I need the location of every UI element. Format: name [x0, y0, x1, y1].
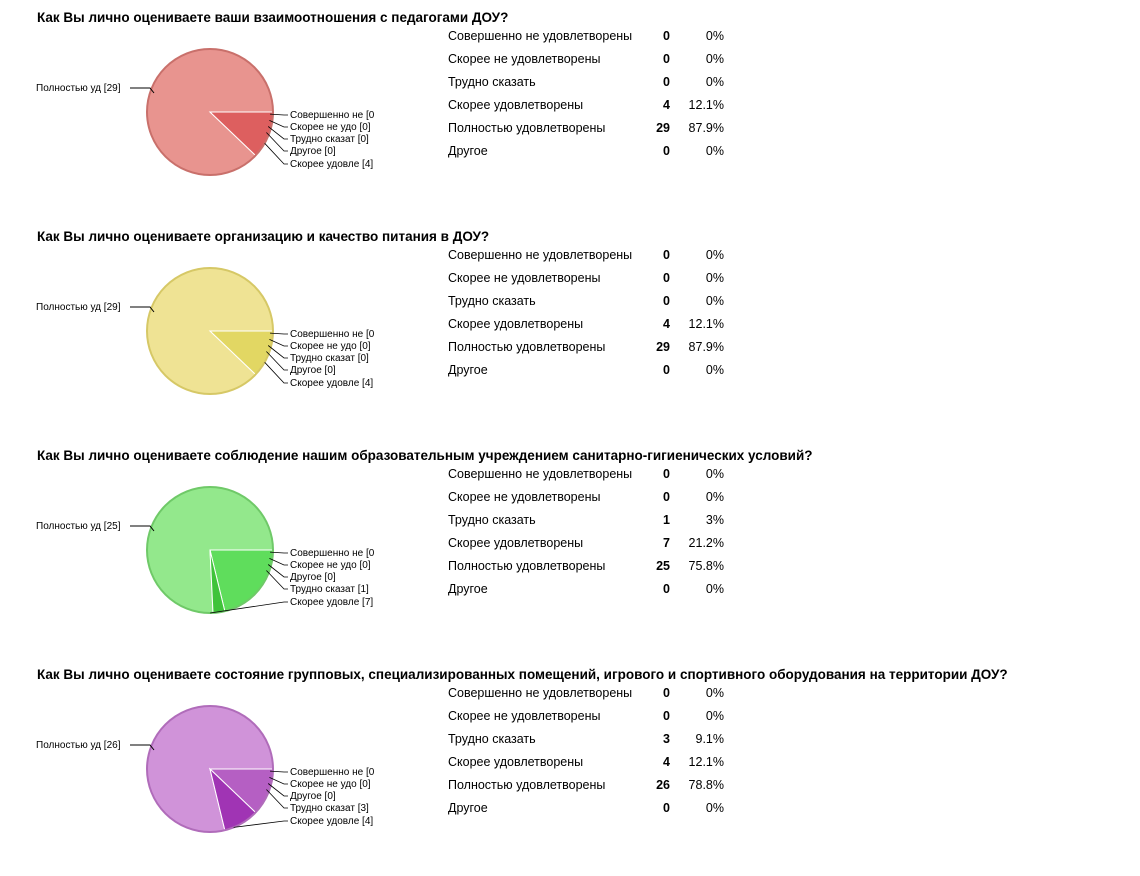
table-row [448, 682, 738, 705]
option-label: Другое [448, 582, 488, 596]
table-row [448, 48, 738, 71]
option-count: 0 [663, 294, 670, 308]
pie-label: Другое [0] [290, 365, 336, 376]
pie-leader-line [265, 362, 288, 383]
table-row [448, 728, 738, 751]
pie-label: Скорее не удо [0] [290, 341, 371, 352]
table-row [448, 509, 738, 532]
results-table [448, 682, 738, 820]
option-count: 0 [663, 75, 670, 89]
question-title: Как Вы лично оцениваете ваши взаимоотношения с педагогами ДОУ? [37, 10, 509, 25]
option-count: 0 [663, 363, 670, 377]
option-label: Скорее удовлетворены [448, 98, 584, 112]
option-label: Совершенно не удовлетворены [448, 686, 633, 700]
question-title: Как Вы лично оцениваете состояние групповых, специализированных помещений, игрового и спортивного оборудования на территории ДОУ? [37, 667, 1008, 682]
option-count: 26 [656, 778, 670, 792]
option-label: Другое [448, 363, 488, 377]
option-label: Скорее удовлетворены [448, 536, 584, 550]
option-count: 29 [656, 121, 670, 135]
option-percent: 12.1% [688, 317, 724, 331]
option-label: Другое [448, 144, 488, 158]
option-label: Полностью удовлетворены [448, 778, 606, 792]
table-row [448, 71, 738, 94]
option-count: 0 [663, 144, 670, 158]
option-label: Трудно сказать [448, 294, 536, 308]
option-count: 0 [663, 686, 670, 700]
option-count: 3 [663, 732, 670, 746]
question-block-3 [0, 438, 1140, 657]
pie-label: Скорее не удо [0] [290, 560, 371, 571]
results-table [448, 25, 738, 163]
pie-label: Скорее не удо [0] [290, 779, 371, 790]
table-row [448, 774, 738, 797]
option-count: 0 [663, 801, 670, 815]
pie-label-main: Полностью уд [29] [36, 302, 121, 313]
option-label: Совершенно не удовлетворены [448, 29, 633, 43]
option-count: 7 [663, 536, 670, 550]
pie-label: Другое [0] [290, 572, 336, 583]
table-row [448, 797, 738, 820]
option-percent: 0% [705, 29, 724, 43]
option-label: Другое [448, 801, 488, 815]
table-row [448, 555, 738, 578]
pie-chart [0, 438, 440, 657]
pie-chart [0, 219, 440, 438]
option-percent: 0% [705, 801, 724, 815]
pie-label: Трудно сказат [3] [290, 803, 369, 814]
pie-label: Трудно сказат [1] [290, 584, 369, 595]
option-label: Трудно сказать [448, 513, 536, 527]
option-percent: 87.9% [688, 121, 724, 135]
option-label: Совершенно не удовлетворены [448, 248, 633, 262]
pie-label: Другое [0] [290, 146, 336, 157]
option-percent: 12.1% [688, 755, 724, 769]
table-row [448, 463, 738, 486]
option-label: Совершенно не удовлетворены [448, 467, 633, 481]
pie-label: Скорее удовле [4] [290, 816, 374, 827]
option-label: Полностью удовлетворены [448, 340, 606, 354]
option-percent: 0% [705, 294, 724, 308]
table-row [448, 705, 738, 728]
pie-label: Скорее не удо [0] [290, 122, 371, 133]
pie-label: Другое [0] [290, 791, 336, 802]
pie-label: Трудно сказат [0] [290, 134, 369, 145]
pie-label: Совершенно не [0 [290, 329, 375, 340]
table-row [448, 267, 738, 290]
option-count: 0 [663, 582, 670, 596]
option-count: 0 [663, 490, 670, 504]
option-percent: 87.9% [688, 340, 724, 354]
pie-label-main: Полностью уд [26] [36, 740, 121, 751]
table-row [448, 578, 738, 601]
option-percent: 21.2% [688, 536, 724, 550]
option-percent: 0% [705, 271, 724, 285]
pie-leader-line [266, 571, 288, 590]
question-title: Как Вы лично оцениваете организацию и качество питания в ДОУ? [37, 229, 490, 244]
table-row [448, 532, 738, 555]
question-block-1 [0, 0, 1140, 219]
table-row [448, 751, 738, 774]
table-row [448, 94, 738, 117]
pie-label: Совершенно не [0 [290, 767, 375, 778]
table-row [448, 290, 738, 313]
pie-chart [0, 657, 440, 876]
option-count: 0 [663, 248, 670, 262]
results-table [448, 244, 738, 382]
pie-label-main: Полностью уд [29] [36, 83, 121, 94]
option-label: Скорее удовлетворены [448, 317, 584, 331]
option-count: 0 [663, 52, 670, 66]
pie-label: Совершенно не [0 [290, 548, 375, 559]
option-percent: 0% [705, 248, 724, 262]
option-count: 29 [656, 340, 670, 354]
option-label: Полностью удовлетворены [448, 559, 606, 573]
option-count: 0 [663, 467, 670, 481]
table-row [448, 25, 738, 48]
option-percent: 3% [705, 513, 724, 527]
option-percent: 0% [705, 75, 724, 89]
option-label: Скорее не удовлетворены [448, 490, 601, 504]
pie-label-main: Полностью уд [25] [36, 521, 121, 532]
option-label: Скорее удовлетворены [448, 755, 584, 769]
pie-label: Трудно сказат [0] [290, 353, 369, 364]
option-percent: 78.8% [688, 778, 724, 792]
results-table [448, 463, 738, 601]
option-label: Скорее не удовлетворены [448, 52, 601, 66]
table-row [448, 486, 738, 509]
table-row [448, 359, 738, 382]
pie-label: Скорее удовле [4] [290, 378, 374, 389]
option-percent: 0% [705, 582, 724, 596]
option-percent: 0% [705, 52, 724, 66]
pie-label: Совершенно не [0 [290, 110, 375, 121]
option-count: 0 [663, 709, 670, 723]
pie-leader-line [265, 143, 288, 164]
pie-chart [0, 0, 440, 219]
pie-label: Скорее удовле [7] [290, 597, 374, 608]
option-count: 4 [663, 317, 670, 331]
option-label: Скорее не удовлетворены [448, 709, 601, 723]
question-title: Как Вы лично оцениваете соблюдение нашим образовательным учреждением санитарно-гигиенических условий? [37, 448, 813, 463]
option-count: 1 [663, 513, 670, 527]
table-row [448, 140, 738, 163]
table-row [448, 336, 738, 359]
option-label: Трудно сказать [448, 75, 536, 89]
pie-label: Скорее удовле [4] [290, 159, 374, 170]
table-row [448, 244, 738, 267]
option-count: 0 [663, 271, 670, 285]
option-percent: 0% [705, 363, 724, 377]
option-count: 4 [663, 98, 670, 112]
table-row [448, 117, 738, 140]
option-percent: 75.8% [688, 559, 724, 573]
option-label: Скорее не удовлетворены [448, 271, 601, 285]
pie-leader-line [266, 790, 288, 809]
option-percent: 0% [705, 686, 724, 700]
option-label: Трудно сказать [448, 732, 536, 746]
table-row [448, 313, 738, 336]
option-count: 25 [656, 559, 670, 573]
option-percent: 9.1% [695, 732, 724, 746]
option-count: 4 [663, 755, 670, 769]
question-block-4 [0, 657, 1140, 876]
question-block-2 [0, 219, 1140, 438]
option-percent: 0% [705, 144, 724, 158]
option-percent: 0% [705, 709, 724, 723]
option-percent: 12.1% [688, 98, 724, 112]
option-count: 0 [663, 29, 670, 43]
option-label: Полностью удовлетворены [448, 121, 606, 135]
option-percent: 0% [705, 467, 724, 481]
option-percent: 0% [705, 490, 724, 504]
